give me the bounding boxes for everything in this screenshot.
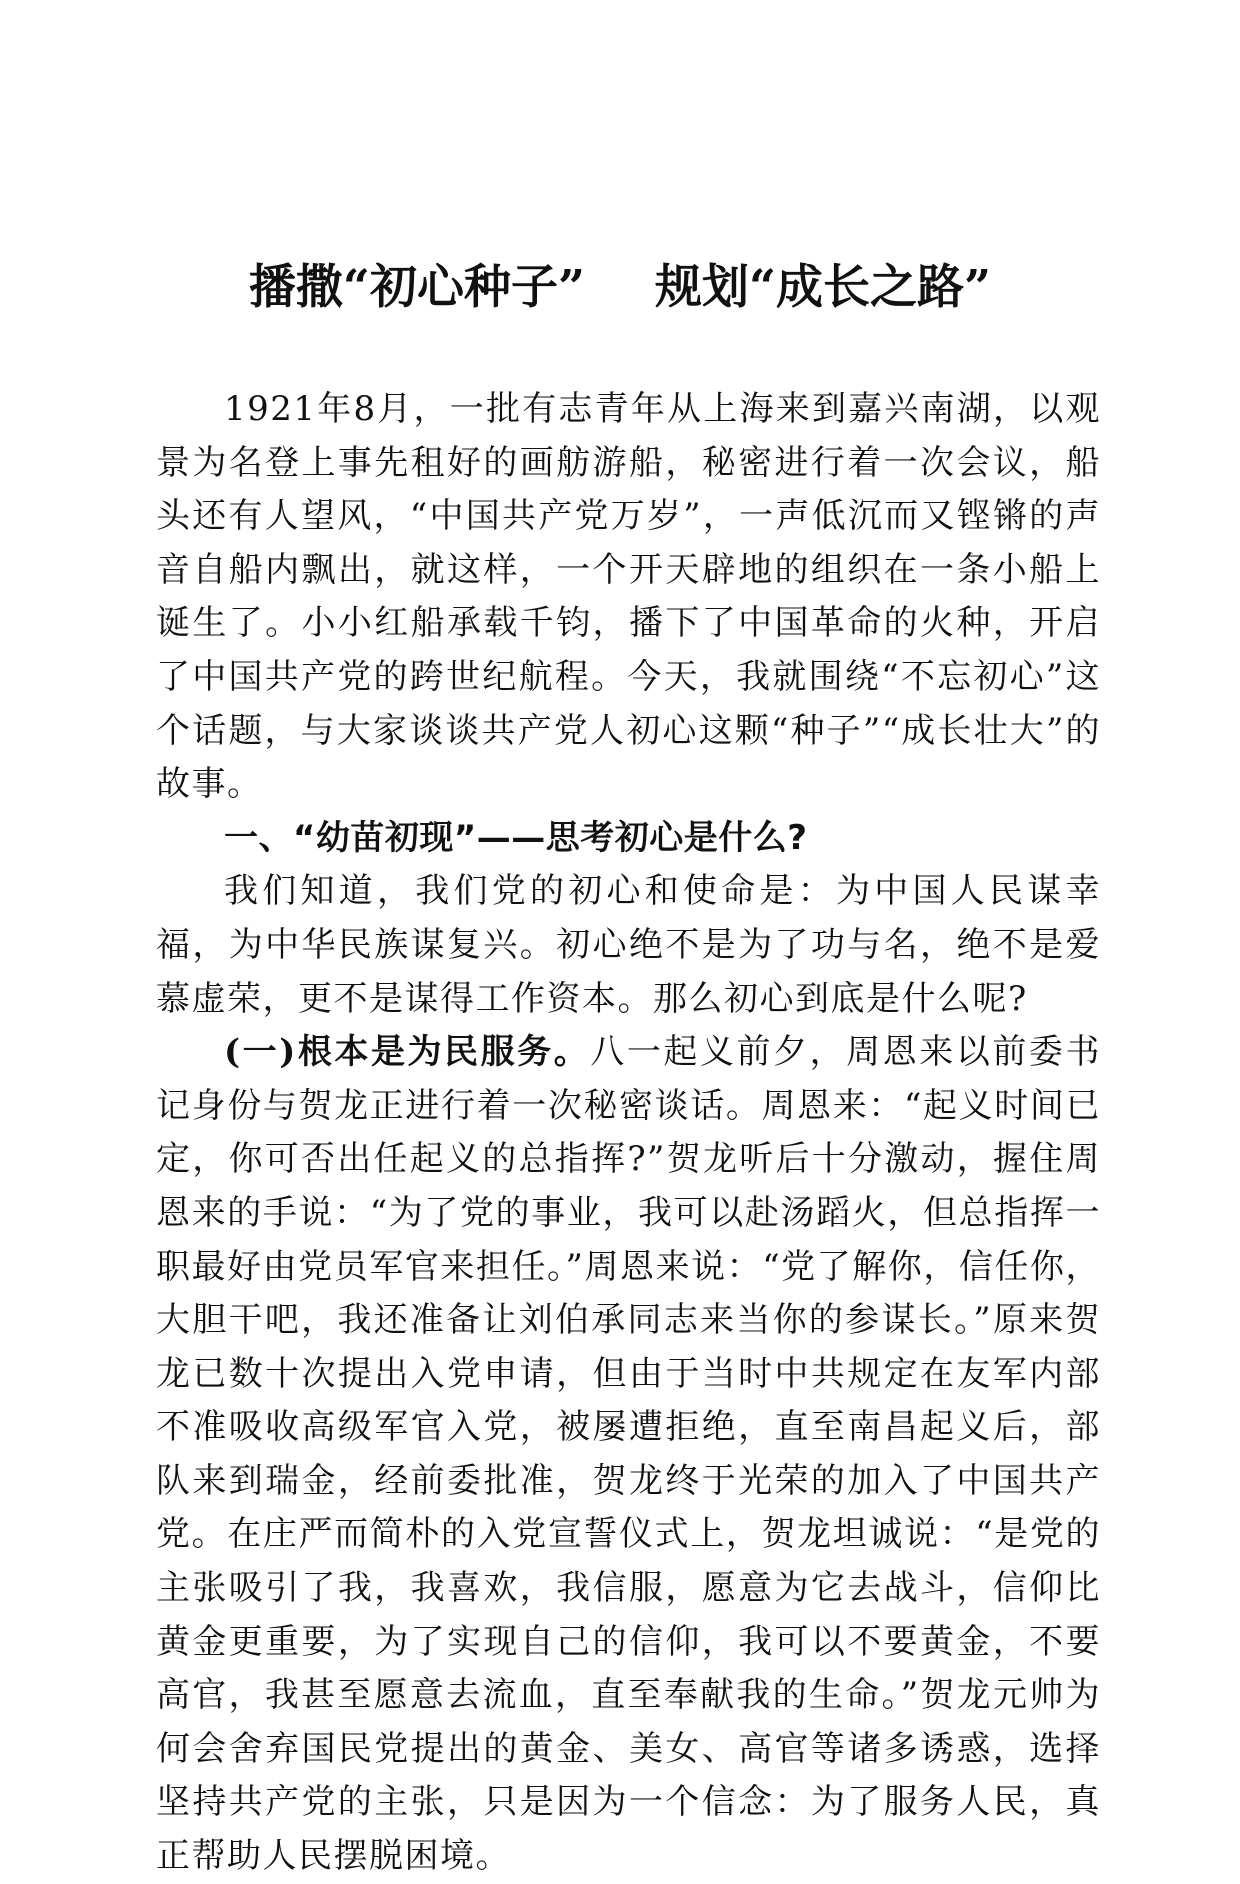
document-body	[156, 383, 1101, 1884]
paragraph-serve-people	[156, 1026, 1101, 1884]
paragraph-intro: 1921年8月，一批有志青年从上海来到嘉兴南湖，以观景为名登上事先租好的画舫游船，秘密进行着一次会议，船头还有人望风，“中国共产党万岁”，一声低沉而又铿锵的声音自船内飘出，就这样，一个开天辟地的组织在一条小船上诞生了。小小红船承载千钧，播下了中国革命的火种，开启了中国共产党的跨世纪航程。今天，我就围绕“不忘初心”这个话题，与大家谈谈共产党人初心这颗“种子”“成长壮大”的故事。	[156, 389, 1101, 805]
title-part-2: 规划“成长之路”	[655, 260, 992, 315]
title-part-1: 播撒“初心种子”	[248, 260, 585, 315]
paragraph-initial-mission: 我们知道，我们党的初心和使命是：为中国人民谋幸福，为中华民族谋复兴。初心绝不是为了功与名，绝不是爱慕虚荣，更不是谋得工作资本。那么初心到底是什么呢?	[156, 871, 1101, 1019]
subsection-lead: (一)根本是为民服务。	[224, 1032, 591, 1073]
document-title	[0, 258, 1240, 318]
section-heading-1: 一、“幼苗初现”——思考初心是什么?	[224, 817, 808, 858]
paragraph-serve-people-text: 八一起义前夕，周恩来以前委书记身份与贺龙正进行着一次秘密谈话。周恩来：“起义时间已定，你可否出任起义的总指挥?”贺龙听后十分激动，握住周恩来的手说：“为了党的事业，我可以赴汤蹈火，但总指挥一职最好由党员军官来担任。”周恩来说：“党了解你，信任你，大胆干吧，我还准备让刘伯承同志来当你的参谋长。”原来贺龙已数十次提出入党申请，但由于当时中共规定在友军内部不准吸收高级军官入党，被屡遭拒绝，直至南昌起义后，部队来到瑞金，经前委批准，贺龙终于光荣的加入了中国共产党。在庄严而简朴的入党宣誓仪式上，贺龙坦诚说：“是党的主张吸引了我，我喜欢，我信服，愿意为它去战斗，信仰比黄金更重要，为了实现自己的信仰，我可以不要黄金，不要高官，我甚至愿意去流血，直至奉献我的生命。”贺龙元帅为何会舍弃国民党提出的黄金、美女、高官等诸多诱惑，选择坚持共产党的主张，只是因为一个信念：为了服务人民，真正帮助人民摆脱困境。	[156, 1032, 1101, 1877]
